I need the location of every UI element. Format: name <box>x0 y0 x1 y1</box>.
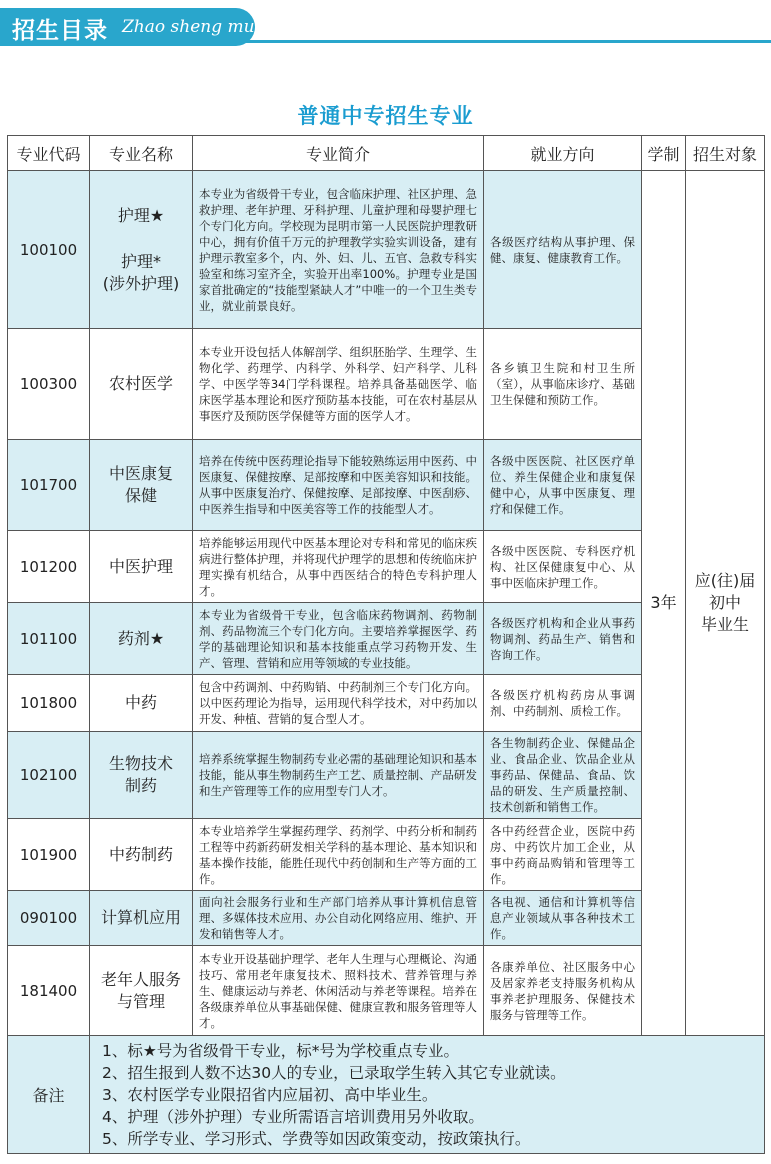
major-employment: 各中药经营企业，医院中药房、中药饮片加工企业，从事中药商品购销和管理等工作。 <box>484 819 642 891</box>
column-header-job: 就业方向 <box>484 136 642 171</box>
major-code: 101200 <box>8 531 90 603</box>
major-employment: 各级医疗机构和企业从事药物调剂、药品生产、销售和咨询工作。 <box>484 603 642 675</box>
major-name-line: 制药 <box>124 776 157 795</box>
major-description: 面向社会服务行业和生产部门培养从事计算机信息管理、多媒体技术应用、办公自动化网络应用、维护、开发和销售等人才。 <box>193 891 484 946</box>
table-header-row <box>8 136 765 171</box>
majors-table <box>7 135 765 1154</box>
note-item: 5、所学专业、学习形式、学费等如因政策变动，按政策执行。 <box>102 1129 531 1148</box>
column-header-target: 招生对象 <box>686 136 765 171</box>
note-item: 3、农村医学专业限招省内应届初、高中毕业生。 <box>102 1085 438 1104</box>
target-cell <box>686 171 765 1036</box>
major-employment: 各电视、通信和计算机等信息产业领域从事各种技术工作。 <box>484 891 642 946</box>
major-code: 100300 <box>8 329 90 440</box>
major-description: 培养能够运用现代中医基本理论对专科和常见的临床疾病进行整体护理，并将现代护理学的思想和传统临床护理实操有机结合，从事中西医结合的特色专科护理人才。 <box>193 531 484 603</box>
major-description: 包含中药调剂、中药购销、中药制剂三个专门化方向。以中医药理论为指导，运用现代科学技术，对中药加以开发、种植、营销的复合型人才。 <box>193 675 484 732</box>
major-description: 本专业为省级骨干专业，包含临床护理、社区护理、急救护理、老年护理、牙科护理、儿童护理和母婴护理七个专门化方向。学校现为昆明市第一人民医院护理教研中心，拥有价值千万元的护理教学实验实训设备，建有护理示教室多个，内、外、妇、儿、五官、急救专科实验室和练习室齐全，实验开出率100%。护理专业是国家首批确定的“技能型紧缺人才”中唯一的一个卫生类专业，就业前景良好。 <box>193 171 484 329</box>
target-line: 初中 <box>708 593 741 612</box>
target-line: 应(往)届 <box>694 571 756 590</box>
header-bar <box>0 0 771 62</box>
major-code: 181400 <box>8 946 90 1036</box>
notes-label: 备注 <box>8 1036 90 1154</box>
major-employment: 各康养单位、社区服务中心及居家养老支持服务机构从事养老护理服务、保健技术服务与管理等工作。 <box>484 946 642 1036</box>
major-description: 本专业开设基础护理学、老年人生理与心理概论、沟通技巧、常用老年康复技术、照料技术、营养管理与养生、健康运动与养老、休闲活动与养老等课程。培养在各级康养单位从事基础保健、健康宣教和服务管理等人才。 <box>193 946 484 1036</box>
major-employment: 各级中医医院、专科医疗机构、社区保健康复中心、从事中医临床护理工作。 <box>484 531 642 603</box>
major-name <box>90 675 193 732</box>
target-line: 毕业生 <box>700 615 749 634</box>
major-description: 培养系统掌握生物制药专业必需的基础理论知识和基本技能，能从事生物制药生产工艺、质量控制、产品研发和生产管理等工作的应用型专门人才。 <box>193 732 484 819</box>
major-name-line: 药剂★ <box>117 628 165 648</box>
major-name <box>90 946 193 1036</box>
major-employment: 各级医疗机构药房从事调剂、中药制剂、质检工作。 <box>484 675 642 732</box>
major-description: 本专业开设包括人体解剖学、组织胚胎学、生理学、生物化学、药理学、内科学、外科学、妇产科学、儿科学、中医学等34门学科课程。培养具备基础医学、临床医学基本理论和医疗预防基本技能，可在农村基层从事医疗及预防医学保健等方面的医学人才。 <box>193 329 484 440</box>
major-name <box>90 603 193 675</box>
major-name-line: 中药 <box>124 693 157 712</box>
major-code: 101100 <box>8 603 90 675</box>
note-item: 1、标★号为省级骨干专业，标*号为学校重点专业。 <box>102 1041 460 1060</box>
major-name <box>90 819 193 891</box>
major-description: 培养在传统中医药理论指导下能较熟练运用中医药、中医康复、保健按摩、足部按摩和中医美容知识和技能。从事中医康复治疗、保健按摩、足部按摩、中医刮痧、中医养生指导和中医美容等工作的技能型人才。 <box>193 440 484 531</box>
major-name <box>90 171 193 329</box>
major-name-line: 生物技术 <box>108 754 173 773</box>
major-code: 101700 <box>8 440 90 531</box>
major-name-line: 保健 <box>124 486 157 505</box>
major-employment: 各级中医医院、社区医疗单位、养生保健企业和康复保健中心，从事中医康复、理疗和保健工作。 <box>484 440 642 531</box>
notes-content <box>90 1036 765 1154</box>
name-spacer <box>90 227 192 251</box>
major-name-line: 中医康复 <box>108 464 173 483</box>
major-name-line: 护理* <box>120 251 161 271</box>
header-underline <box>240 40 771 43</box>
column-header-name: 专业名称 <box>90 136 193 171</box>
major-name-line: 与管理 <box>116 991 165 1011</box>
duration-cell: 3年 <box>642 171 686 1036</box>
column-header-code: 专业代码 <box>8 136 90 171</box>
table-row <box>8 171 765 329</box>
major-code: 100100 <box>8 171 90 329</box>
major-name <box>90 440 193 531</box>
major-name-line: 农村医学 <box>108 374 173 393</box>
major-employment: 各生物制药企业、保健品企业、食品企业、饮品企业从事药品、保健品、食品、饮品的研发、生产质量控制、技术创新和销售工作。 <box>484 732 642 819</box>
major-name-line: 计算机应用 <box>100 908 181 927</box>
major-code: 101900 <box>8 819 90 891</box>
column-header-duration: 学制 <box>642 136 686 171</box>
major-name-line: 护理★ <box>117 205 165 225</box>
major-employment: 各乡镇卫生院和村卫生所（室），从事临床诊疗、基础卫生保健和预防工作。 <box>484 329 642 440</box>
major-employment: 各级医疗结构从事护理、保健、康复、健康教育工作。 <box>484 171 642 329</box>
major-name <box>90 732 193 819</box>
column-header-desc: 专业简介 <box>193 136 484 171</box>
notes-row <box>8 1036 765 1154</box>
major-description: 本专业培养学生掌握药理学、药剂学、中药分析和制药工程等中药新药研发相关学科的基本理论、基本知识和基本操作技能，能胜任现代中药创制和生产等方面的工作。 <box>193 819 484 891</box>
major-name <box>90 531 193 603</box>
major-code: 090100 <box>8 891 90 946</box>
major-name <box>90 329 193 440</box>
note-item: 2、招生报到人数不达30人的专业，已录取学生转入其它专业就读。 <box>102 1063 566 1082</box>
major-name-line: 中药制药 <box>108 844 173 864</box>
major-name-line: 中医护理 <box>108 556 173 576</box>
document-title: 普通中专招生专业 <box>297 104 474 128</box>
major-code: 102100 <box>8 732 90 819</box>
major-name <box>90 891 193 946</box>
major-name-line: 老年人服务 <box>100 969 181 989</box>
major-code: 101800 <box>8 675 90 732</box>
note-item: 4、护理（涉外护理）专业所需语言培训费用另外收取。 <box>102 1107 484 1126</box>
header-title-en: Zhao sheng mu lu <box>122 17 277 37</box>
major-name-line: (涉外护理) <box>102 273 180 293</box>
major-description: 本专业为省级骨干专业，包含临床药物调剂、药物制剂、药品物流三个专门化方向。主要培养掌握医学、药学的基础理论知识和基本技能重点学习药物开发、生产、管理、营销和应用等领域的专业技能。 <box>193 603 484 675</box>
header-title-cn: 招生目录 <box>12 18 108 44</box>
